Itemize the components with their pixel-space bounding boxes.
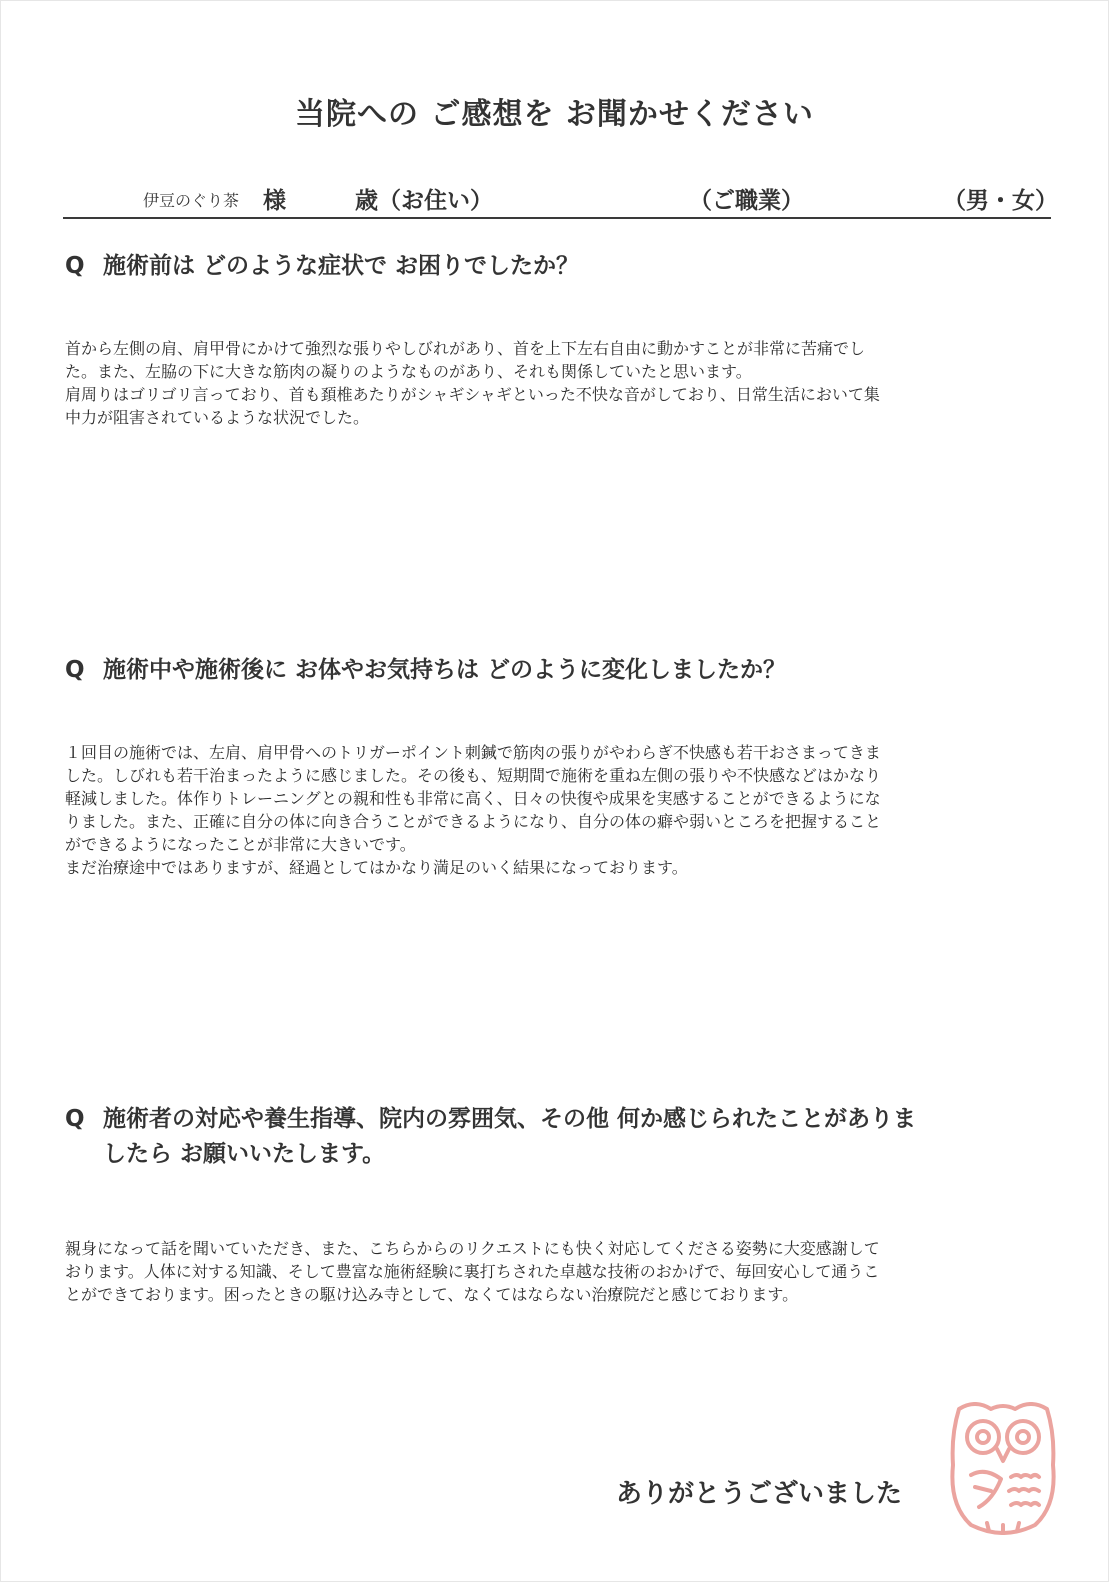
answer-line: 親身になって話を聞いていただき、また、こちらからのリクエストにも快く対応してくださる姿勢に大変感謝して bbox=[65, 1239, 880, 1258]
page-title: 当院への ご感想を お聞かせください bbox=[295, 97, 814, 132]
answer-line: した。しびれも若干治まったように感じました。その後も、短期間で施術を重ね左側の張りや不快感などはかなり bbox=[65, 766, 882, 785]
answer-line: 中力が阻害されているような状況でした。 bbox=[65, 408, 370, 427]
question-text: 施術中や施術後に お体やお気持ちは どのように変化しましたか？ bbox=[103, 657, 787, 683]
answer-line: りました。また、正確に自分の体に向き合うことができるようになり、自分の体の癖や弱いところを把握すること bbox=[65, 812, 882, 831]
question-marker: Q bbox=[65, 657, 85, 683]
answer-1 bbox=[65, 337, 1050, 429]
question-text-line2: したら お願いいたします。 bbox=[103, 1141, 386, 1167]
answer-line: 軽減しました。体作りトレーニングとの親和性も非常に高く、日々の快復や成果を実感することができるようにな bbox=[65, 789, 881, 808]
answer-line: 首から左側の肩、肩甲骨にかけて強烈な張りやしびれがあり、首を上下左右自由に動かすことが非常に苦痛でし bbox=[65, 339, 866, 358]
answer-line: ができるようになったことが非常に大きいです。 bbox=[65, 835, 416, 854]
owl-stamp-icon bbox=[945, 1395, 1061, 1537]
closing-thanks: ありがとうございました bbox=[616, 1479, 903, 1509]
question-2 bbox=[65, 653, 1055, 688]
answer-line: 肩周りはゴリゴリ言っており、首も頚椎あたりがシャギシャギといった不快な音がしており、日常生活において集 bbox=[65, 385, 880, 404]
respondent-name: 伊豆のぐり茶 bbox=[143, 191, 240, 210]
occupation-label: （ご職業） bbox=[689, 188, 804, 214]
honorific-label: 様 bbox=[263, 188, 286, 214]
answer-line: まだ治療途中ではありますが、経過としてはかなり満足のいく結果になっております。 bbox=[65, 858, 688, 877]
age-residence-label: 歳（お住い） bbox=[355, 188, 493, 214]
question-text: 施術前は どのような症状で お困りでしたか？ bbox=[103, 253, 580, 279]
answer-line: １回目の施術では、左肩、肩甲骨へのトリガーポイント刺鍼で筋肉の張りがやわらぎ不快感も若干おさまってきま bbox=[65, 743, 881, 762]
question-text-line1: 施術者の対応や養生指導、院内の雰囲気、その他 何か感じられたことがありま bbox=[103, 1106, 917, 1132]
respondent-info-row bbox=[63, 183, 1058, 219]
question-1 bbox=[65, 249, 1055, 284]
answer-line: おります。人体に対する知識、そして豊富な施術経験に裏打ちされた卓越な技術のおかげで、毎回安心して通うこ bbox=[65, 1262, 880, 1281]
answer-2 bbox=[65, 741, 1050, 879]
gender-label: （男・女） bbox=[943, 188, 1058, 214]
answer-line: た。また、左脇の下に大きな筋肉の凝りのようなものがあり、それも関係していたと思います。 bbox=[65, 362, 752, 381]
answer-3 bbox=[65, 1237, 1050, 1306]
answer-line: とができております。困ったときの駆け込み寺として、なくてはならない治療院だと感じております。 bbox=[65, 1285, 799, 1304]
question-marker: Q bbox=[65, 1106, 85, 1132]
question-marker: Q bbox=[65, 253, 85, 279]
question-3 bbox=[65, 1102, 1055, 1172]
